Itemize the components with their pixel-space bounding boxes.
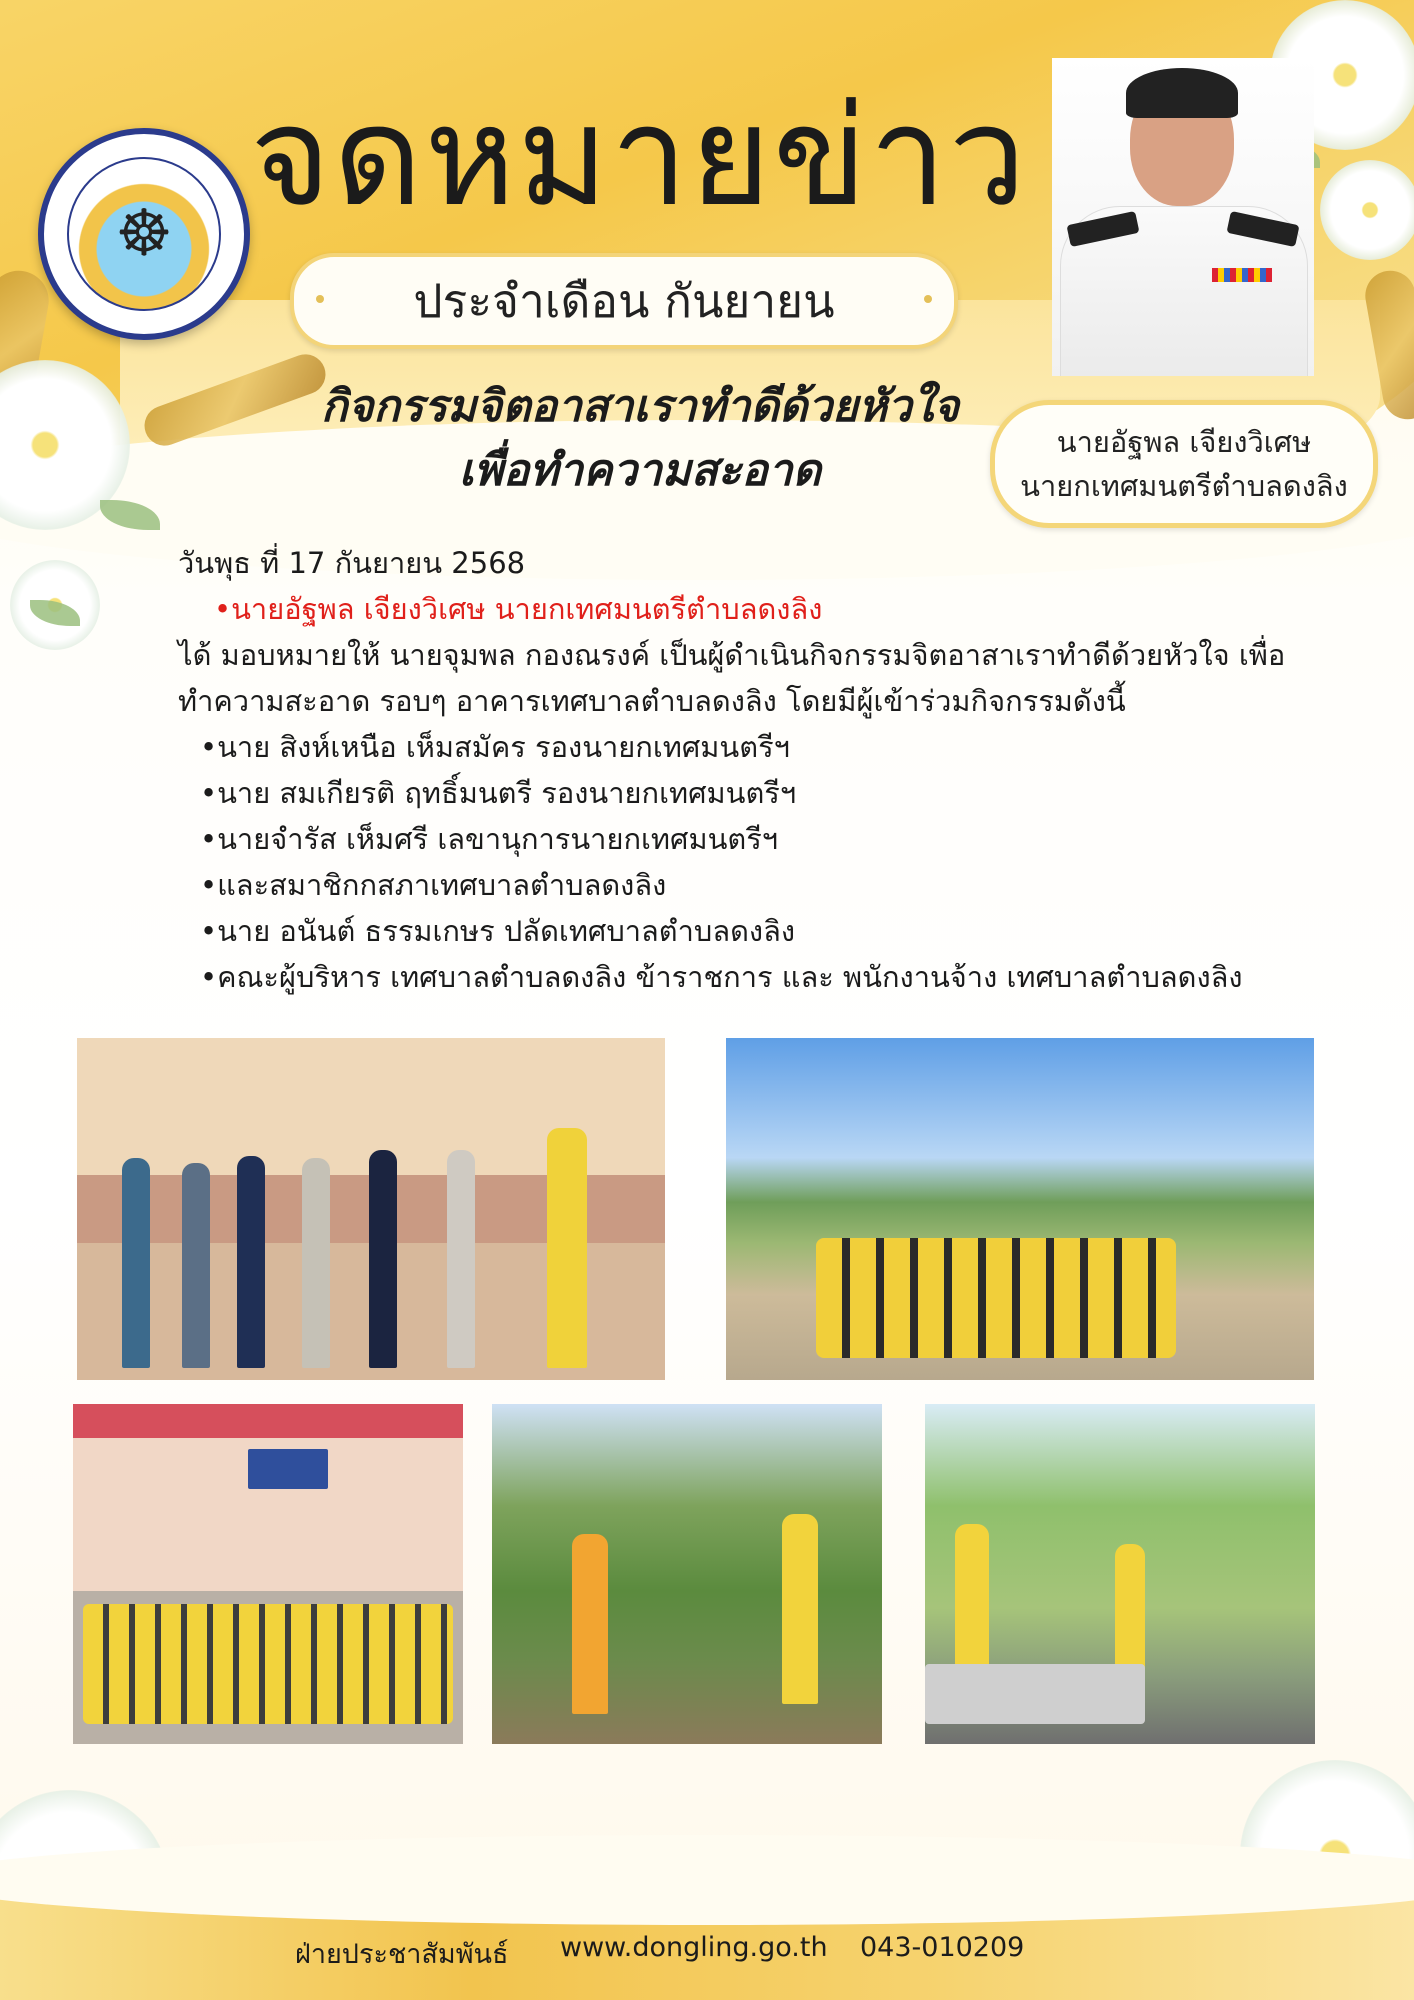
person-figure <box>369 1150 397 1368</box>
person-figure <box>572 1534 608 1714</box>
footer-website: www.dongling.go.th <box>560 1932 828 1963</box>
news-body <box>178 540 1338 1000</box>
footer-department: ฝ่ายประชาสัมพันธ์ <box>295 1939 509 1970</box>
lead-person: •นายอัฐพล เจียงวิเศษ นายกเทศมนตรีตำบลดงลิง <box>214 592 823 626</box>
month-label: ประจำเดือน กันยายน <box>413 273 835 328</box>
participant-item: •และสมาชิกกสภาเทศบาลตำบลดงลิง <box>200 868 667 902</box>
person-figure <box>782 1514 818 1704</box>
footer-wave <box>0 1835 1414 1925</box>
mayor-name: นายอัฐพล เจียงวิเศษ <box>1056 425 1312 459</box>
crowd-figures <box>83 1604 453 1724</box>
guardian-figure-icon: ☸ <box>115 197 173 271</box>
photo-cleaning-park <box>925 1404 1315 1744</box>
participant-item: •นายจำรัส เห็มศรี เลขานุการนายกเทศมนตรีฯ <box>200 822 779 856</box>
participant-item: •นาย สิงห์เหนือ เห็มสมัคร รองนายกเทศมนตรีฯ <box>200 730 790 764</box>
newsletter-title: จดหมายข่าว <box>250 76 1029 237</box>
person-figure <box>955 1524 989 1674</box>
month-label-pill <box>290 253 958 349</box>
footer-phone: 043-010209 <box>860 1932 1025 1963</box>
description-line1: ได้ มอบหมายให้ นายจุมพล กองณรงค์ เป็นผู้ดำเนินกิจกรรมจิตอาสาเราทำดีด้วยหัวใจ เพื่อ <box>178 638 1286 672</box>
mayor-portrait <box>1052 58 1314 376</box>
activity-heading-line2: เพื่อทำความสะอาด <box>458 445 822 496</box>
participant-item: •นาย สมเกียรติ ฤทธิ์มนตรี รองนายกเทศมนตรีฯ <box>200 776 797 810</box>
person-figure <box>122 1158 150 1368</box>
portrait-hair <box>1126 68 1238 118</box>
mayor-name-pill <box>990 400 1378 528</box>
description-line2: ทำความสะอาด รอบๆ อาคารเทศบาลตำบลดงลิง โดยมีผู้เข้าร่วมกิจกรรมดังนี้ <box>178 684 1126 718</box>
activity-heading <box>260 375 1020 503</box>
event-date: วันพุธ ที่ 17 กันยายน 2568 <box>178 546 526 580</box>
flower-decoration <box>1320 160 1414 260</box>
footer-contact <box>0 1932 1414 1976</box>
participant-item: •นาย อนันต์ ธรรมเกษร ปลัดเทศบาลตำบลดงลิง <box>200 914 796 948</box>
person-figure <box>237 1156 265 1368</box>
photo-sweeping-leaves <box>492 1404 882 1744</box>
photo-officials-on-steps <box>77 1038 665 1380</box>
participant-item: •คณะผู้บริหาร เทศบาลตำบลดงลิง ข้าราชการ และ พนักงานจ้าง เทศบาลตำบลดงลิง <box>200 960 1243 994</box>
person-figure <box>447 1150 475 1368</box>
photo-volunteers-front-of-building <box>73 1404 463 1744</box>
photo-group-in-field <box>726 1038 1314 1380</box>
person-figure <box>182 1163 210 1368</box>
activity-heading-line1: กิจกรรมจิตอาสาเราทำดีด้วยหัวใจ <box>320 381 960 432</box>
medal-ribbons <box>1212 268 1272 282</box>
mayor-position: นายกเทศมนตรีตำบลดงลิง <box>1020 469 1348 503</box>
person-figure <box>302 1158 330 1368</box>
municipality-seal-icon <box>67 157 221 311</box>
pill-dot-decoration <box>316 295 324 303</box>
participant-list <box>178 724 1338 1000</box>
person-figure <box>547 1128 587 1368</box>
municipality-logo <box>38 128 250 340</box>
person-figure <box>1115 1544 1145 1674</box>
building-sign <box>248 1449 328 1489</box>
pill-dot-decoration <box>924 295 932 303</box>
crowd-figures <box>816 1238 1176 1358</box>
stone-table <box>925 1664 1145 1724</box>
